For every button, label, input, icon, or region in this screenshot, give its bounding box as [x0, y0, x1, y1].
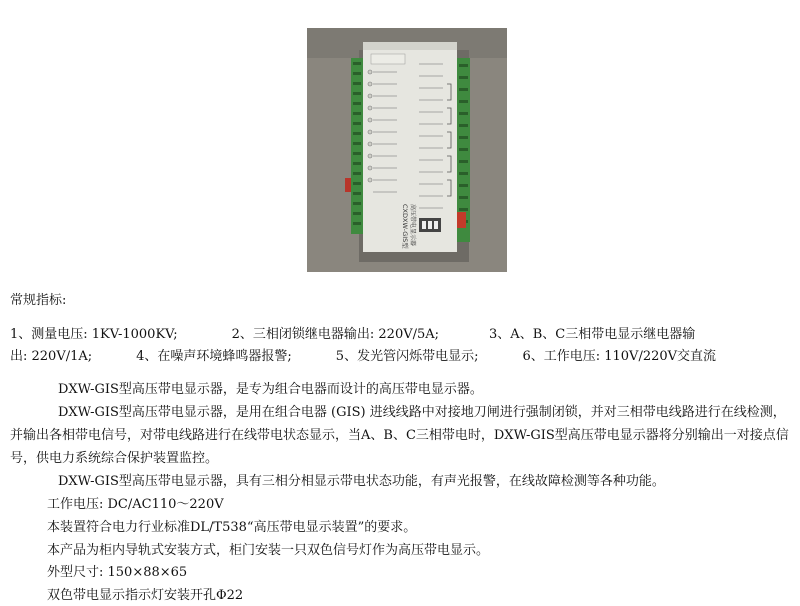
- product-photo: [307, 28, 507, 272]
- function-line-2: 并输出各相带电信号，对带电线路进行在线带电状态显示，当A、B、C三相带电时，DXW-GIS型高压带电显示器将分别输出一对接点信: [10, 428, 789, 443]
- device-subtitle-text: 高压带电显示器: [409, 204, 416, 247]
- spec-item-6: 6、工作电压: 110V/220V交直流: [522, 349, 717, 364]
- installation-note: 本产品为柜内导轨式安装方式，柜门安装一只双色信号灯作为高压带电显示。: [47, 543, 490, 558]
- work-voltage: 工作电压: DC/AC110～220V: [47, 497, 224, 512]
- intro-text: DXW-GIS型高压带电显示器，是专为组合电器而设计的高压带电显示器。: [58, 382, 483, 397]
- spec-item-2: 2、三相闭锁继电器输出: 220V/5A;: [231, 327, 440, 342]
- spec-item-5: 5、发光管闪烁带电显示;: [335, 349, 479, 364]
- spec-item-3: 3、A、B、C三相带电显示继电器输: [489, 327, 696, 342]
- function-line-1: DXW-GIS型高压带电显示器，是用在组合电器 (GIS) 进线线路中对接地刀闸进行强制闭锁，并对三相带电线路进行在线检测，: [58, 405, 786, 420]
- intro-paragraph: [10, 378, 794, 401]
- standard-note: 本装置符合电力行业标准DL/T538“高压带电显示装置”的要求。: [47, 520, 417, 535]
- spec-item-1: 1、测量电压: 1KV-1000KV;: [10, 327, 178, 342]
- function-paragraph: [10, 401, 794, 470]
- lamp-hole-size: 双色带电显示指示灯安装开孔Φ22: [47, 588, 244, 603]
- feature-text: DXW-GIS型高压带电显示器，具有三相分相显示带电状态功能，有声光报警，在线故障检测等各种功能。: [58, 474, 665, 489]
- device-model-text: CXDXW-GIS型: [401, 204, 409, 249]
- function-line-3: 号，供电力系统综合保护装置监控。: [10, 451, 219, 466]
- spec-line-1: [10, 326, 695, 343]
- spec-item-4: 4、在噪声环境蜂鸣器报警;: [136, 349, 292, 364]
- spec-line-2: [10, 348, 716, 365]
- spec-item-3-cont: 出: 220V/1A;: [10, 349, 93, 364]
- section-title: 常规指标:: [10, 293, 67, 308]
- dimensions: 外型尺寸: 150×88×65: [47, 565, 188, 580]
- feature-paragraph: [10, 470, 794, 493]
